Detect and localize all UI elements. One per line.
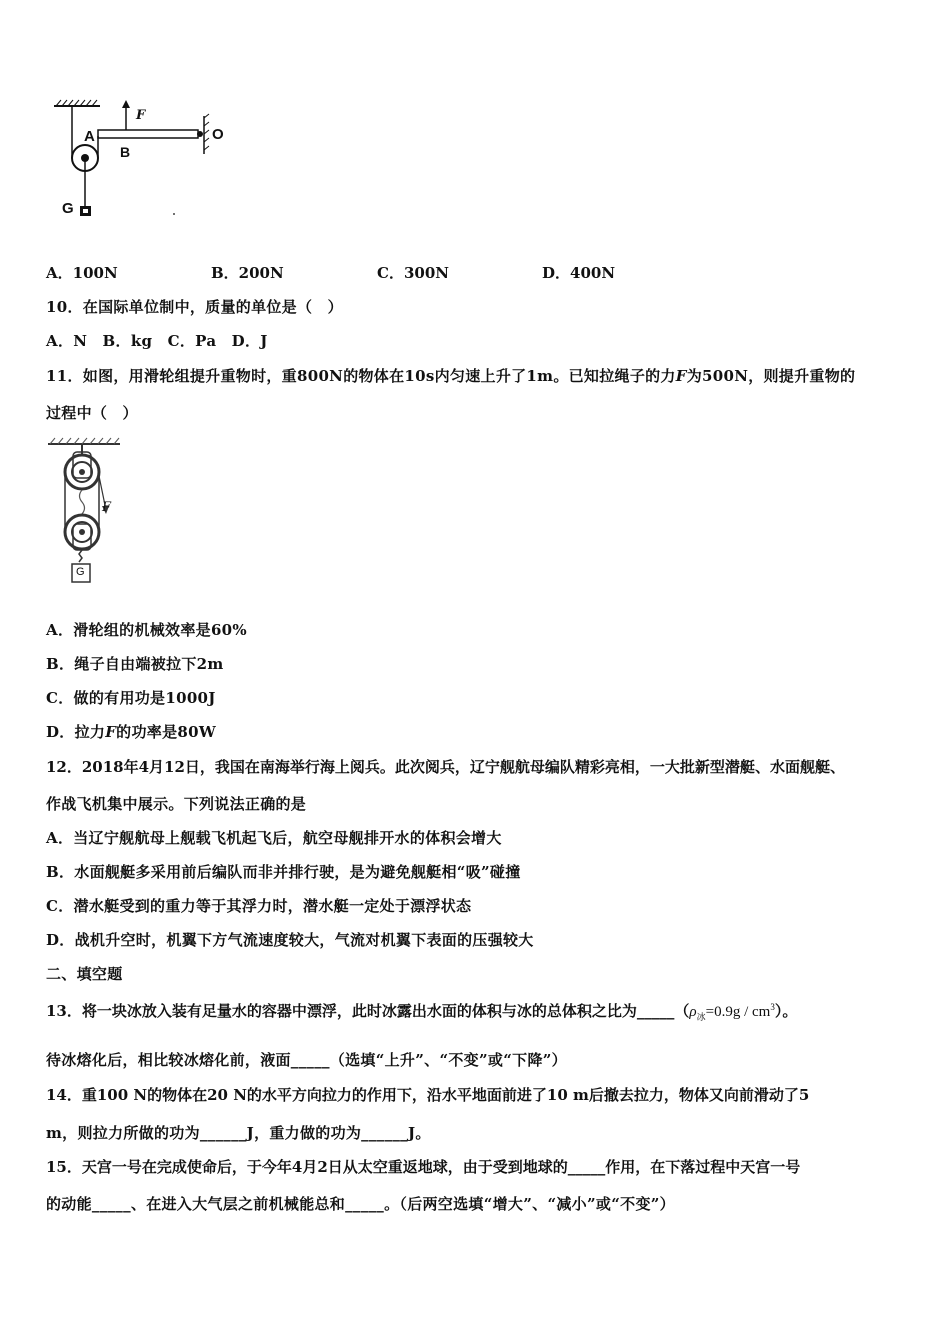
pulley-label-g: G: [76, 566, 85, 578]
label-g: G: [62, 200, 74, 217]
q13-stem-part2: ）。: [774, 1002, 798, 1020]
q13-line2: 待冰熔化后，相比较冰熔化前，液面_____（选填“上升”、“不变”或“下降”）: [46, 1051, 567, 1069]
q10-options: A．N B．kg C．Pa D．J: [46, 332, 268, 350]
rho-symbol: ρ: [689, 1004, 697, 1020]
q9-option-c: C．300N: [377, 264, 449, 282]
formula-exponent: 3: [770, 1002, 775, 1012]
pulley-block-diagram: [46, 436, 126, 588]
q11-option-d-pre: D．拉力: [46, 723, 106, 741]
label-b: B: [120, 144, 131, 160]
label-a: A: [84, 128, 95, 145]
q11-option-c: C．做的有用功是1000J: [46, 689, 216, 707]
q11-stem-line2: 过程中（ ）: [46, 404, 138, 422]
q15-line1: 15．天宫一号在完成使命后，于今年4月2日从太空重返地球，由于受到地球的_____作用，在下落过程中天宫一号: [46, 1158, 801, 1176]
pulley-label-f: F: [102, 500, 112, 515]
section-title: 二、填空题: [46, 965, 123, 983]
q10-stem: 10．在国际单位制中，质量的单位是（ ）: [46, 298, 343, 316]
q12-stem-line1: 12．2018年4月12日，我国在南海举行海上阅兵。此次阅兵，辽宁舰航母编队精彩亮相，一大批新型潜艇、水面舰艇、: [46, 758, 845, 776]
q14-line1: 14．重100 N的物体在20 N的水平方向拉力的作用下，沿水平地面前进了10 m后撤去拉力，物体又向前滑动了5: [46, 1086, 810, 1104]
rho-subscript: 冰: [696, 1012, 706, 1022]
q11-option-d-post: 的功率是80W: [116, 723, 216, 741]
formula-value: =0.9g / cm: [705, 1004, 771, 1020]
q13-line1: [46, 1000, 797, 1023]
q12-option-a: A．当辽宁舰航母上舰载飞机起飞后，航空母舰排开水的体积会增大: [46, 829, 502, 847]
q11-stem-line1: [46, 365, 855, 386]
q11-stem-part1: 11．如图，用滑轮组提升重物时，重800N的物体在10s内匀速上升了1m。已知拉绳子的力: [46, 367, 676, 385]
q9-option-b: B．200N: [211, 264, 284, 282]
lever-pulley-figure: [44, 92, 234, 227]
q12-option-c: C．潜水艇受到的重力等于其浮力时，潜水艇一定处于漂浮状态: [46, 897, 472, 915]
q11-stem-var: F: [675, 367, 687, 385]
q13-stem-part1: 13．将一块冰放入装有足量水的容器中漂浮，此时冰露出水面的体积与冰的总体积之比为_____（: [46, 1002, 690, 1020]
label-o: O: [212, 126, 224, 143]
q12-option-d: D．战机升空时，机翼下方气流速度较大，气流对机翼下表面的压强较大: [46, 931, 534, 949]
q11-option-a: A．滑轮组的机械效率是60%: [46, 621, 247, 639]
pulley-block-figure: [46, 436, 126, 588]
q14-line2: m，则拉力所做的功为______J，重力做的功为______J。: [46, 1124, 431, 1142]
q15-line2: 的动能_____、在进入大气层之前机械能总和_____。（后两空选填“增大”、“减小”或“不变”）: [46, 1195, 675, 1213]
q9-option-a: A．100N: [46, 264, 118, 282]
label-f: F: [136, 108, 146, 123]
ice-density-formula: [689, 1004, 774, 1020]
q11-option-d: [46, 721, 216, 742]
q11-option-b: B．绳子自由端被拉下2m: [46, 655, 224, 673]
q12-stem-line2: 作战飞机集中展示。下列说法正确的是: [46, 795, 307, 813]
q9-option-d: D．400N: [542, 264, 616, 282]
q11-option-d-var: F: [105, 723, 117, 741]
q12-option-b: B．水面舰艇多采用前后编队而非并排行驶，是为避免舰艇相“吸”碰撞: [46, 863, 521, 881]
q11-stem-part2: 为500N，则提升重物的: [686, 367, 856, 385]
